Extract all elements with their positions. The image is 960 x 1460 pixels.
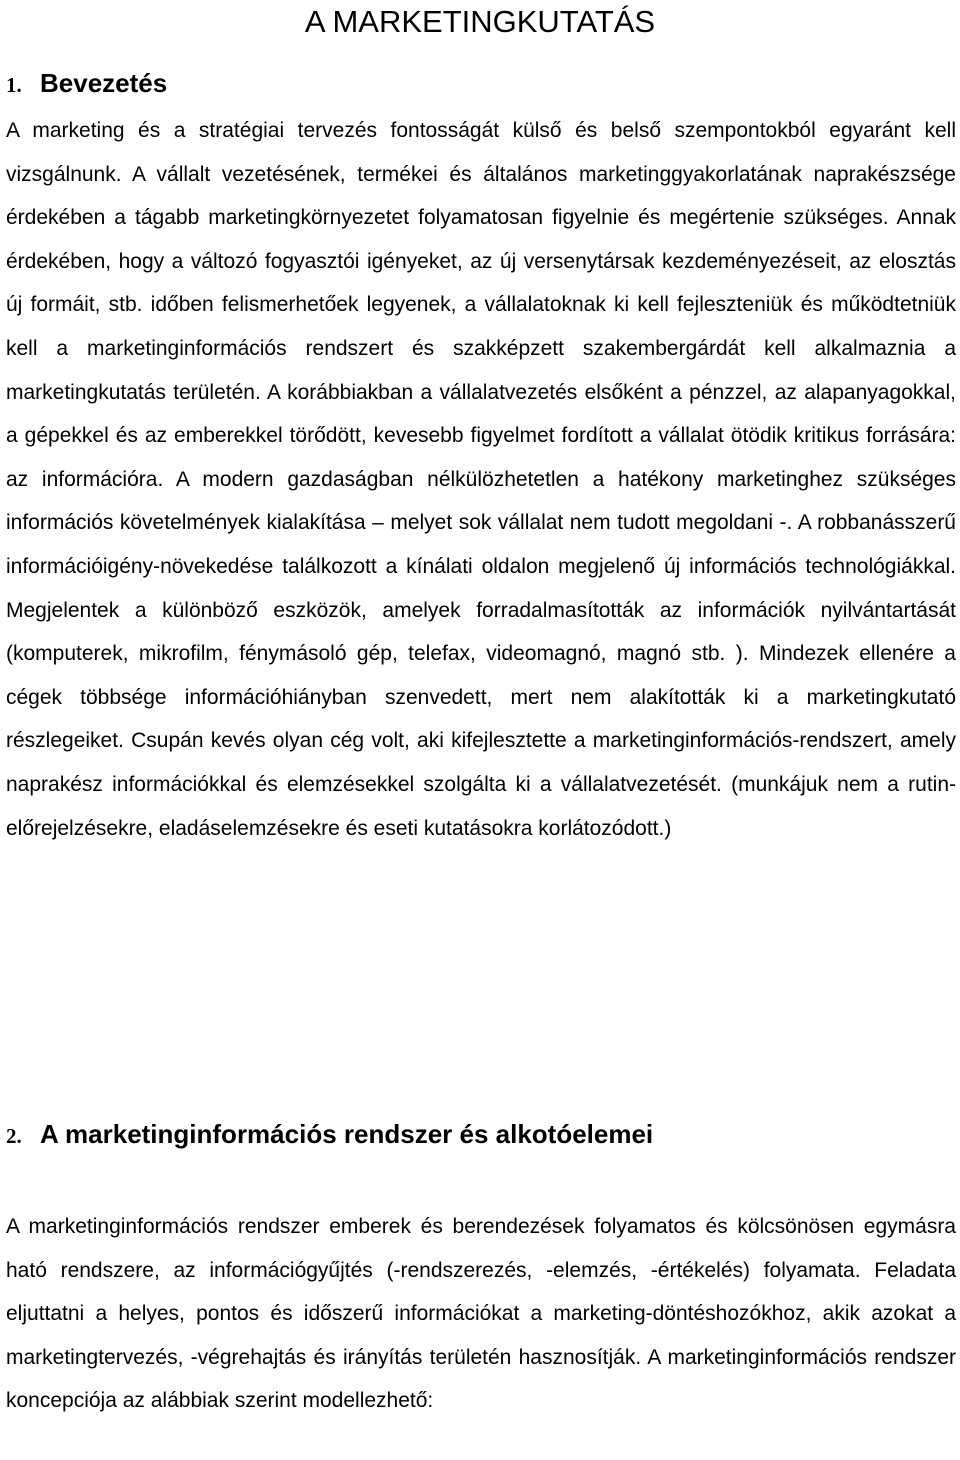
section-1-paragraph: A marketing és a stratégiai tervezés fontosságát külső és belső szempontokból egyaránt kell vizsgálnunk. A vállalt vezetésének, termékei és általános marketinggyakorlatának naprakészsége érdekében a tágabb marketingkörnyezetet folyamatosan figyelnie és megértenie szükséges. Annak érdekében, hogy a változó fogyasztói igényeket, az új versenytársak kezdeményezéseit, az elosztás új formáit, stb. időben felismerhetőek legyenek, a vállalatoknak ki kell fejleszteniük és működtetniük kell a marketinginformációs rendszert és szakképzett szakembergárdát kell alkalmaznia a marketingkutatás területén. A korábbiakban a vállalatvezetés elsőként a pénzzel, az alapanyagokkal, a gépekkel és az emberekkel törődött, kevesebb figyelmet fordított a vállalat ötödik kritikus forrására: az információra. A modern gazdaságban nélkülözhetetlen a hatékony marketinghez szükséges információs követelmények kialakítása – melyet sok vállalat nem tudott megoldani -. A robbanásszerű információigény-növekedése találkozott a kínálati oldalon megjelenő új információs technológiákkal. Megjelentek a különböző eszközök, amelyek forradalmasították az információk nyilvántartását (komputerek, mikrofilm, fénymásoló gép, telefax, videomagnó, magnó stb. ). Mindezek ellenére a cégek többsége információhiányban szenvedett, mert nem alakították ki a marketingkutató részlegeiket. Csupán kevés olyan cég volt, aki kifejlesztette a marketinginformációs-rendszert, amely naprakész információkkal és elemzésekkel szolgálta ki a vállalatvezetését. (munkájuk nem a rutin-előrejelzésekre, eladáselemzésekre és eseti kutatásokra korlátozódott.) [6,119,956,840]
section-2-heading-text: A marketinginformációs rendszer és alkotóelemei [40,1119,654,1149]
section-2-number: 2. [6,1124,22,1148]
section-2-paragraph: A marketinginformációs rendszer emberek és berendezések folyamatos és kölcsönösen egymásra ható rendszere, az információgyűjtés (-rendszerezés, -elemzés, -értékelés) folyamata. Feladata eljuttatni a helyes, pontos és időszerű információkat a marketing-döntéshozókhoz, akik azokat a marketingtervezés, -végrehajtás és irányítás területén hasznosítják. A marketinginformációs rendszer koncepciója az alábbiak szerint modellezhető: [6,1215,956,1413]
section-2-heading [6,1117,653,1153]
section-1-heading-text: Bevezetés [40,68,168,98]
document-title-text: A MARKETINGKUTATÁS [304,4,656,39]
section-1-number: 1. [6,73,22,97]
section-1-heading [6,66,167,102]
document-title [0,2,960,42]
